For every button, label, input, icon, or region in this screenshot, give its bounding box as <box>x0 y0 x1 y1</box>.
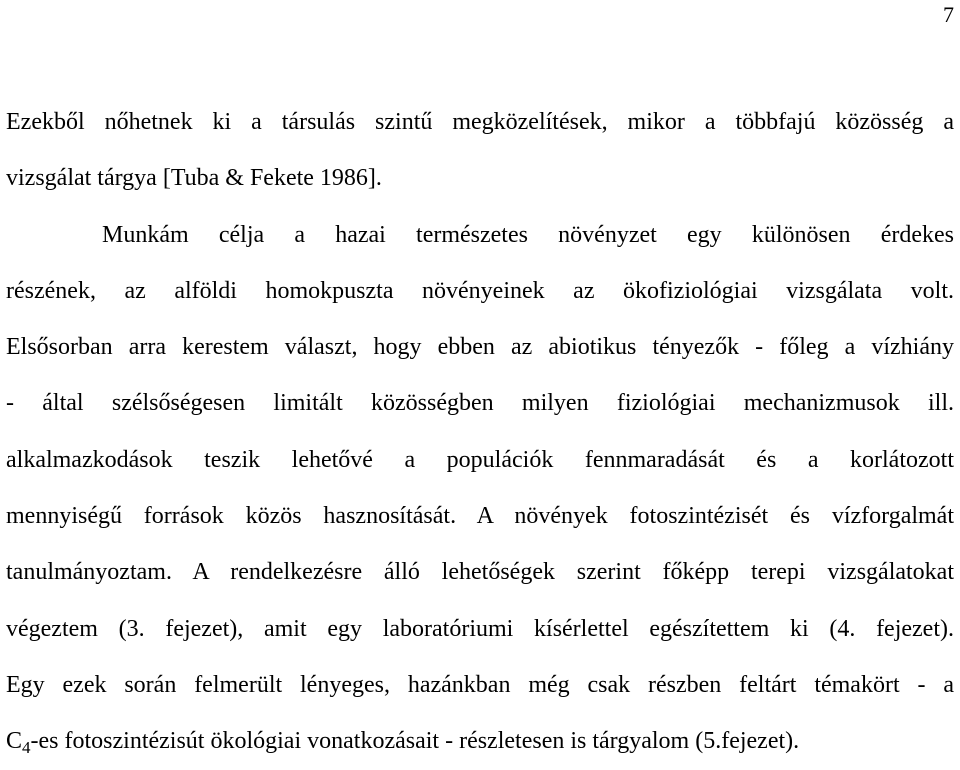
text-line-3: Munkám célja a hazai természetes növényzet egy különösen érdekes <box>102 221 954 248</box>
text-line-8: mennyiségű források közös hasznosítását. A növények fotoszintézisét és vízforgalmát <box>6 503 954 530</box>
text-line-4: részének, az alföldi homokpuszta növényeinek az ökofiziológiai vizsgálata volt. <box>6 277 954 304</box>
text-line-7: alkalmazkodások teszik lehetővé a populációk fennmaradását és a korlátozott <box>6 446 954 473</box>
c4-subscript: 4 <box>22 738 31 758</box>
text-line-11: Egy ezek során felmerült lényeges, hazánkban még csak részben feltárt témakört - a <box>6 671 954 698</box>
text-line-2: vizsgálat tárgya [Tuba & Fekete 1986]. <box>6 165 382 192</box>
text-line-5: Elsősorban arra kerestem választ, hogy ebben az abiotikus tényezők - főleg a vízhiány <box>6 334 954 361</box>
body-text <box>6 94 954 770</box>
c4-prefix: C <box>6 728 23 755</box>
page-number: 7 <box>943 2 954 27</box>
text-line-9: tanulmányoztam. A rendelkezésre álló lehetőségek szerint főképp terepi vizsgálatokat <box>6 559 954 586</box>
text-line-12-rest: -es fotoszintézisút ökológiai vonatkozásait - részletesen is tárgyalom (5.fejezet). <box>30 728 800 755</box>
text-line-6: - által szélsőségesen limitált közösségben milyen fiziológiai mechanizmusok ill. <box>6 390 954 417</box>
text-line-12 <box>6 713 954 769</box>
text-line-10: végeztem (3. fejezet), amit egy laboratóriumi kísérlettel egészítettem ki (4. fejezet). <box>6 615 954 642</box>
text-line-1: Ezekből nőhetnek ki a társulás szintű megközelítések, mikor a többfajú közösség a <box>6 109 954 135</box>
